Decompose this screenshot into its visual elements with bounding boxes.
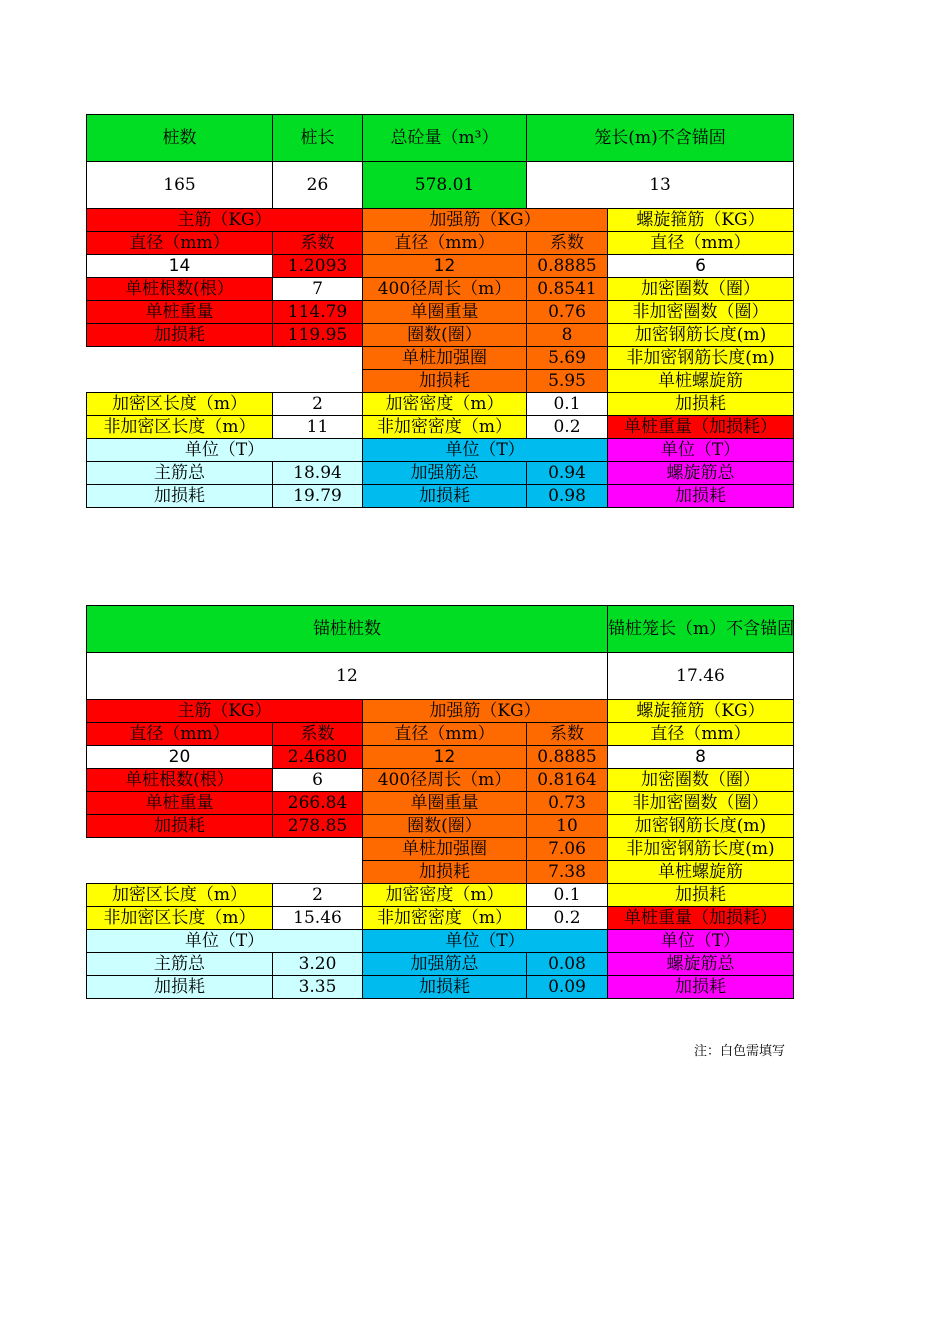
non-dense-density-label: 非加密密度（m） bbox=[363, 907, 527, 930]
pile-count-input[interactable]: 165 bbox=[87, 162, 273, 209]
spiral-total-label: 螺旋筋总 bbox=[608, 462, 794, 485]
ring-weight-value: 0.73 bbox=[527, 792, 608, 815]
spiral-diameter-label: 直径（mm） bbox=[608, 232, 794, 255]
main-loss-label: 加损耗 bbox=[87, 815, 273, 838]
main-coef-label: 系数 bbox=[273, 723, 363, 746]
spiral-loss-label: 加损耗 bbox=[608, 393, 794, 416]
ring-count-value: 10 bbox=[527, 815, 608, 838]
non-dense-zone-input[interactable]: 11 bbox=[273, 416, 363, 439]
perimeter-value: 0.8541 bbox=[527, 278, 608, 301]
stiffener-loss-value: 5.95 bbox=[527, 370, 608, 393]
pile-stiffener-ring-label: 单桩加强圈 bbox=[363, 838, 527, 861]
stiffener-coef-value: 0.8885 bbox=[527, 746, 608, 769]
main-loss-label: 加损耗 bbox=[87, 324, 273, 347]
main-unit-label: 单位（T） bbox=[87, 439, 363, 462]
spiral-total-label: 螺旋筋总 bbox=[608, 953, 794, 976]
main-unit-label: 单位（T） bbox=[87, 930, 363, 953]
non-dense-density-input[interactable]: 0.2 bbox=[527, 907, 608, 930]
pile-weight-with-loss-label: 单桩重量（加损耗） bbox=[608, 416, 794, 439]
main-total-loss-label: 加损耗 bbox=[87, 976, 273, 999]
spiral-loss-label: 加损耗 bbox=[608, 884, 794, 907]
bars-per-pile-label: 单桩根数(根） bbox=[87, 769, 273, 792]
pile-rebar-table bbox=[86, 114, 794, 508]
ring-weight-label: 单圈重量 bbox=[363, 792, 527, 815]
stiffener-diameter-value: 12 bbox=[363, 255, 527, 278]
dense-density-label: 加密密度（m） bbox=[363, 393, 527, 416]
non-dense-length-label: 非加密钢筋长度(m) bbox=[608, 838, 794, 861]
non-dense-zone-input[interactable]: 15.46 bbox=[273, 907, 363, 930]
pile-spiral-label: 单桩螺旋筋 bbox=[608, 861, 794, 884]
stiffener-loss-value: 7.38 bbox=[527, 861, 608, 884]
dense-length-label: 加密钢筋长度(m) bbox=[608, 324, 794, 347]
spiral-total-loss-label: 加损耗 bbox=[608, 485, 794, 508]
dense-zone-label: 加密区长度（m） bbox=[87, 393, 273, 416]
stiffener-total-label: 加强筋总 bbox=[363, 953, 527, 976]
anchor-cage-length-input[interactable]: 17.46 bbox=[608, 653, 794, 700]
main-total-value: 18.94 bbox=[273, 462, 363, 485]
bars-per-pile-input[interactable]: 6 bbox=[273, 769, 363, 792]
stiffener-total-loss-value: 0.09 bbox=[527, 976, 608, 999]
anchor-pile-rebar-table bbox=[86, 605, 794, 999]
main-total-loss-value: 19.79 bbox=[273, 485, 363, 508]
main-diameter-input[interactable]: 14 bbox=[87, 255, 273, 278]
perimeter-value: 0.8164 bbox=[527, 769, 608, 792]
non-dense-rings-label: 非加密圈数（圈） bbox=[608, 301, 794, 324]
main-coef-label: 系数 bbox=[273, 232, 363, 255]
pile-weight-label: 单桩重量 bbox=[87, 301, 273, 324]
stiffener-loss-label: 加损耗 bbox=[363, 861, 527, 884]
stiffener-total-loss-label: 加损耗 bbox=[363, 485, 527, 508]
main-total-label: 主筋总 bbox=[87, 953, 273, 976]
spiral-total-loss-label: 加损耗 bbox=[608, 976, 794, 999]
bars-per-pile-label: 单桩根数(根） bbox=[87, 278, 273, 301]
bars-per-pile-input[interactable]: 7 bbox=[273, 278, 363, 301]
perimeter-label: 400径周长（m） bbox=[363, 278, 527, 301]
stiffener-unit-label: 单位（T） bbox=[363, 439, 608, 462]
pile-weight-value: 114.79 bbox=[273, 301, 363, 324]
ring-count-label: 圈数(圈） bbox=[363, 324, 527, 347]
stiffener-rebar-header: 加强筋（KG） bbox=[363, 700, 608, 723]
non-dense-zone-label: 非加密区长度（m） bbox=[87, 907, 273, 930]
cage-length-input[interactable]: 13 bbox=[527, 162, 794, 209]
main-total-label: 主筋总 bbox=[87, 462, 273, 485]
ring-count-label: 圈数(圈） bbox=[363, 815, 527, 838]
header-anchor-cage-length: 锚桩笼长（m）不含锚固 bbox=[608, 606, 794, 653]
main-loss-value: 119.95 bbox=[273, 324, 363, 347]
non-dense-rings-label: 非加密圈数（圈） bbox=[608, 792, 794, 815]
ring-count-value: 8 bbox=[527, 324, 608, 347]
non-dense-density-label: 非加密密度（m） bbox=[363, 416, 527, 439]
pile-weight-with-loss-label: 单桩重量（加损耗） bbox=[608, 907, 794, 930]
total-concrete-value: 578.01 bbox=[363, 162, 527, 209]
dense-length-label: 加密钢筋长度(m) bbox=[608, 815, 794, 838]
non-dense-length-label: 非加密钢筋长度(m) bbox=[608, 347, 794, 370]
fill-in-note: 注：白色需填写 bbox=[694, 1044, 786, 1059]
dense-rings-label: 加密圈数（圈） bbox=[608, 278, 794, 301]
stiffener-diameter-value: 12 bbox=[363, 746, 527, 769]
spiral-unit-label: 单位（T） bbox=[608, 439, 794, 462]
main-diameter-label: 直径（mm） bbox=[87, 232, 273, 255]
stiffener-diameter-label: 直径（mm） bbox=[363, 232, 527, 255]
perimeter-label: 400径周长（m） bbox=[363, 769, 527, 792]
main-rebar-header: 主筋（KG） bbox=[87, 700, 363, 723]
stiffener-total-loss-label: 加损耗 bbox=[363, 976, 527, 999]
dense-zone-input[interactable]: 2 bbox=[273, 393, 363, 416]
stiffener-coef-label: 系数 bbox=[527, 232, 608, 255]
spiral-diameter-input[interactable]: 8 bbox=[608, 746, 794, 769]
ring-weight-value: 0.76 bbox=[527, 301, 608, 324]
spiral-rebar-header: 螺旋箍筋（KG） bbox=[608, 209, 794, 232]
stiffener-total-label: 加强筋总 bbox=[363, 462, 527, 485]
main-loss-value: 278.85 bbox=[273, 815, 363, 838]
stiffener-total-value: 0.08 bbox=[527, 953, 608, 976]
header-total-concrete: 总砼量（m³） bbox=[363, 115, 527, 162]
header-pile-count: 桩数 bbox=[87, 115, 273, 162]
non-dense-zone-label: 非加密区长度（m） bbox=[87, 416, 273, 439]
ring-weight-label: 单圈重量 bbox=[363, 301, 527, 324]
pile-length-input[interactable]: 26 bbox=[273, 162, 363, 209]
pile-spiral-label: 单桩螺旋筋 bbox=[608, 370, 794, 393]
dense-density-label: 加密密度（m） bbox=[363, 884, 527, 907]
stiffener-coef-value: 0.8885 bbox=[527, 255, 608, 278]
stiffener-coef-label: 系数 bbox=[527, 723, 608, 746]
main-diameter-label: 直径（mm） bbox=[87, 723, 273, 746]
stiffener-total-loss-value: 0.98 bbox=[527, 485, 608, 508]
main-coef-value: 1.2093 bbox=[273, 255, 363, 278]
stiffener-total-value: 0.94 bbox=[527, 462, 608, 485]
main-total-loss-value: 3.35 bbox=[273, 976, 363, 999]
pile-stiffener-ring-label: 单桩加强圈 bbox=[363, 347, 527, 370]
pile-stiffener-ring-value: 5.69 bbox=[527, 347, 608, 370]
dense-zone-input[interactable]: 2 bbox=[273, 884, 363, 907]
dense-zone-label: 加密区长度（m） bbox=[87, 884, 273, 907]
empty-cell bbox=[87, 838, 363, 861]
dense-density-input[interactable]: 0.1 bbox=[527, 884, 608, 907]
spiral-unit-label: 单位（T） bbox=[608, 930, 794, 953]
main-total-loss-label: 加损耗 bbox=[87, 485, 273, 508]
spiral-diameter-input[interactable]: 6 bbox=[608, 255, 794, 278]
header-cage-length: 笼长(m)不含锚固 bbox=[527, 115, 794, 162]
spiral-rebar-header: 螺旋箍筋（KG） bbox=[608, 700, 794, 723]
stiffener-unit-label: 单位（T） bbox=[363, 930, 608, 953]
main-coef-value: 2.4680 bbox=[273, 746, 363, 769]
spiral-diameter-label: 直径（mm） bbox=[608, 723, 794, 746]
stiffener-loss-label: 加损耗 bbox=[363, 370, 527, 393]
stiffener-diameter-label: 直径（mm） bbox=[363, 723, 527, 746]
non-dense-density-input[interactable]: 0.2 bbox=[527, 416, 608, 439]
empty-cell bbox=[87, 347, 363, 370]
empty-cell bbox=[87, 370, 363, 393]
main-total-value: 3.20 bbox=[273, 953, 363, 976]
header-anchor-pile-count: 锚桩桩数 bbox=[87, 606, 608, 653]
empty-cell bbox=[87, 861, 363, 884]
stiffener-rebar-header: 加强筋（KG） bbox=[363, 209, 608, 232]
dense-rings-label: 加密圈数（圈） bbox=[608, 769, 794, 792]
dense-density-input[interactable]: 0.1 bbox=[527, 393, 608, 416]
anchor-pile-count-input[interactable]: 12 bbox=[87, 653, 608, 700]
pile-stiffener-ring-value: 7.06 bbox=[527, 838, 608, 861]
header-pile-length: 桩长 bbox=[273, 115, 363, 162]
pile-weight-value: 266.84 bbox=[273, 792, 363, 815]
main-rebar-header: 主筋（KG） bbox=[87, 209, 363, 232]
main-diameter-input[interactable]: 20 bbox=[87, 746, 273, 769]
pile-weight-label: 单桩重量 bbox=[87, 792, 273, 815]
